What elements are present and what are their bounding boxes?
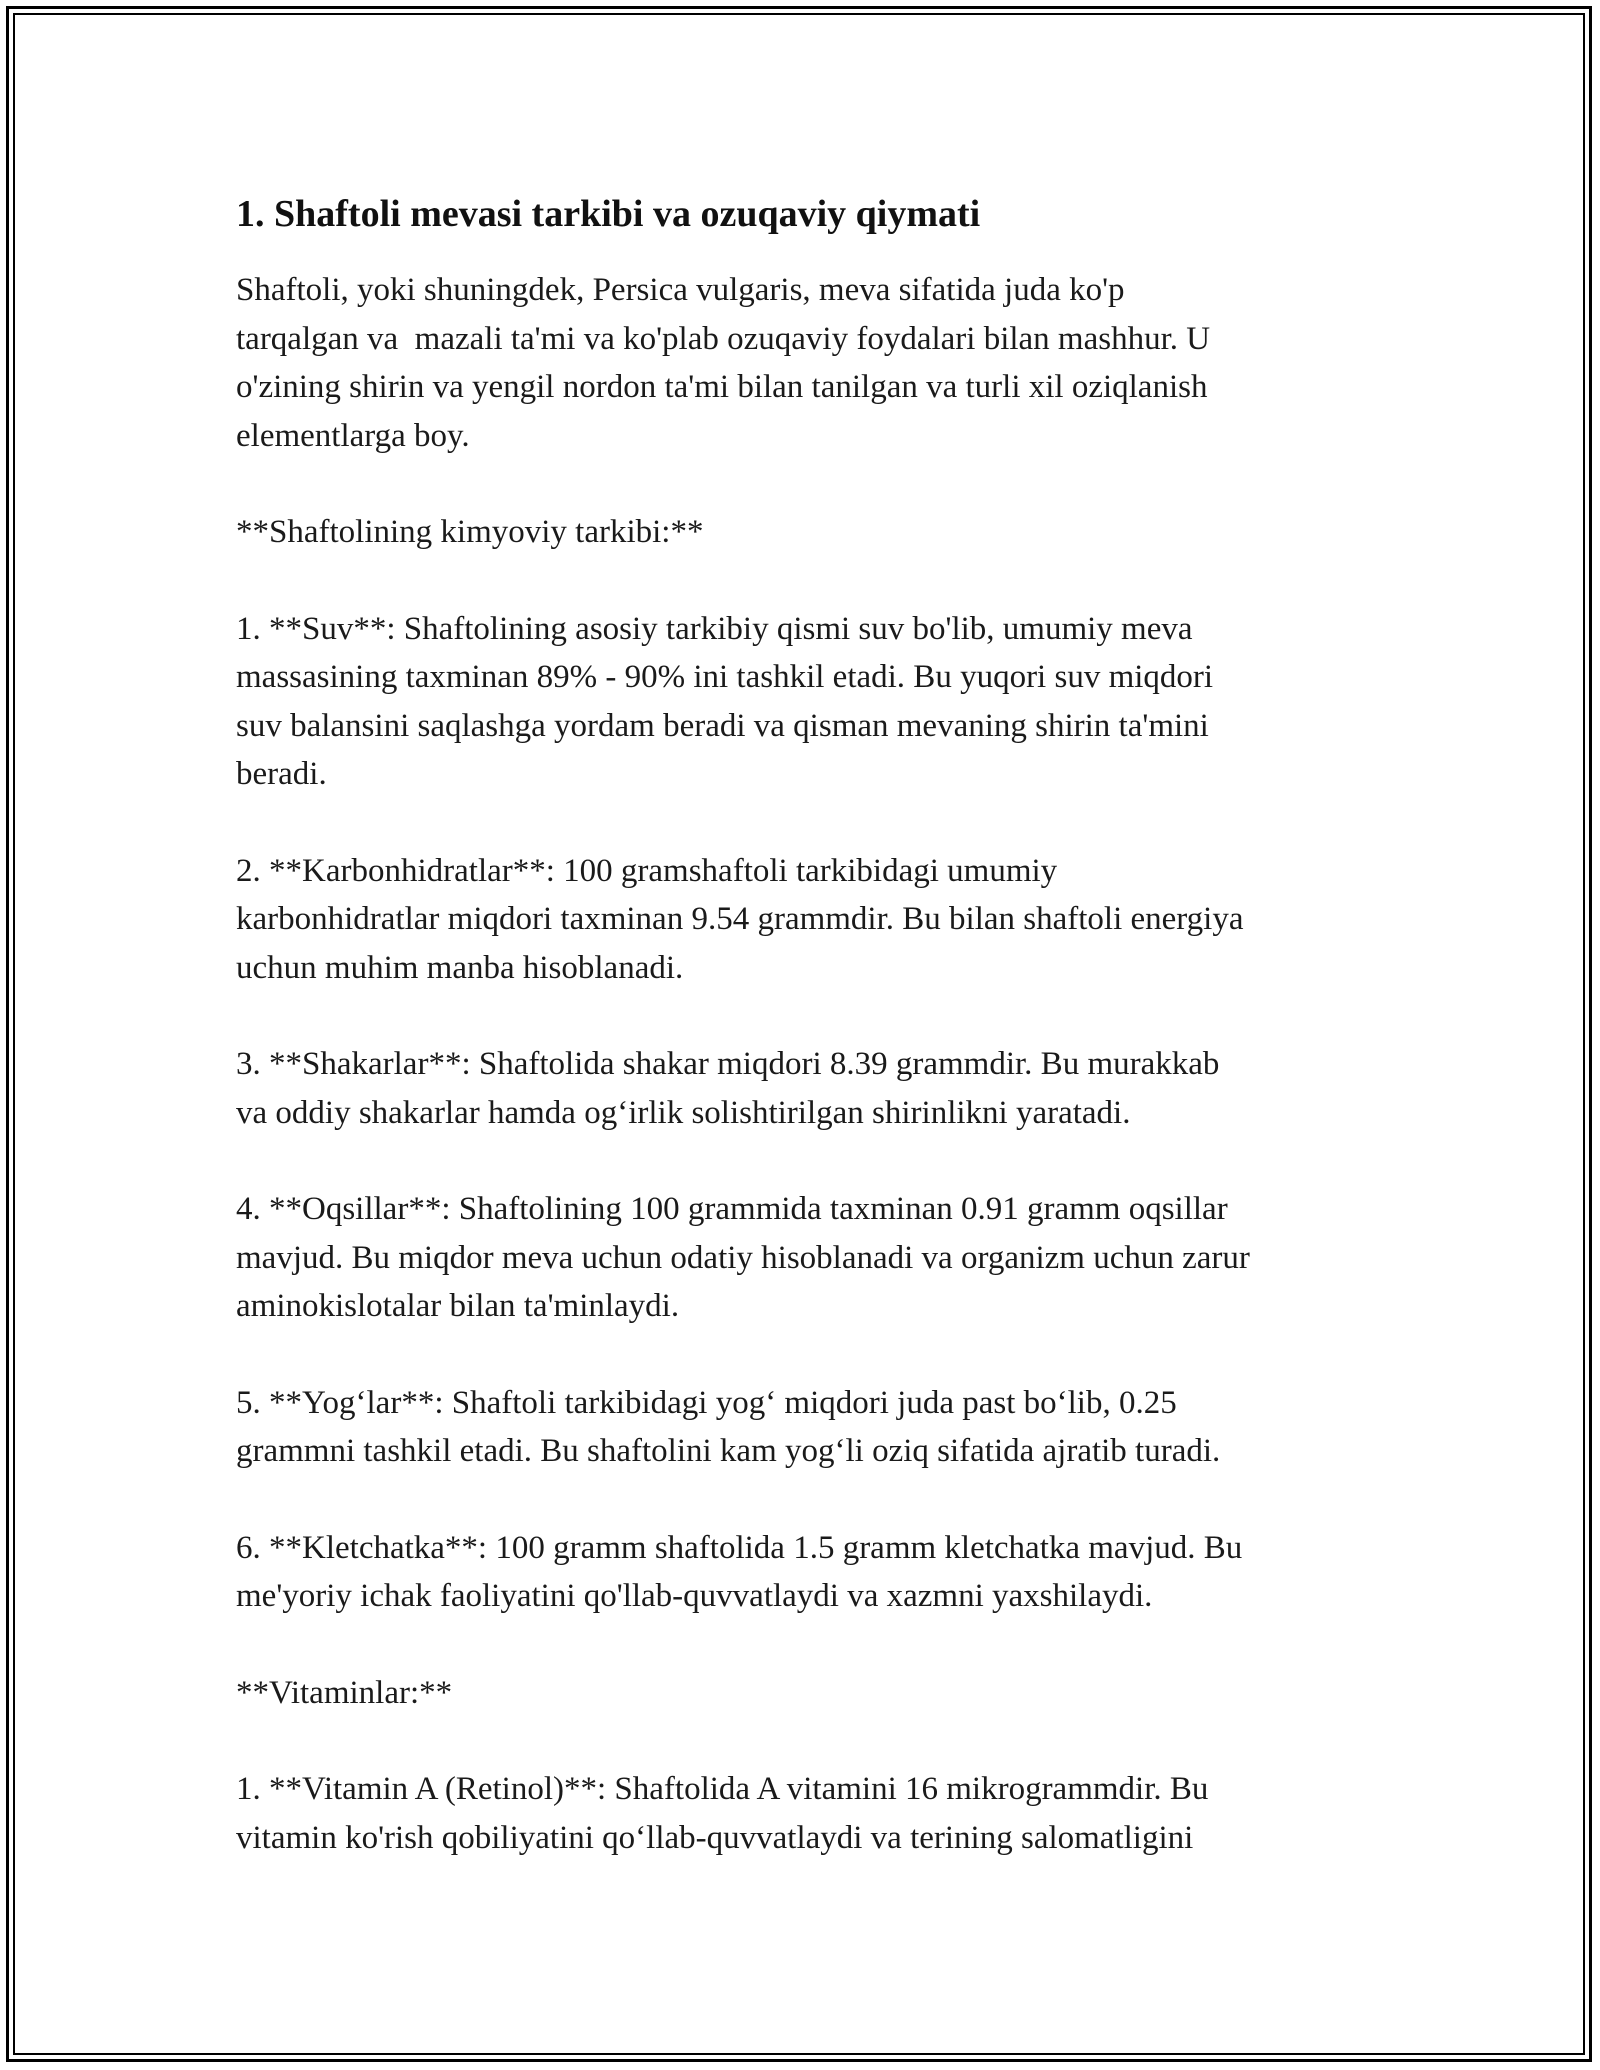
text-line: beradi. bbox=[236, 756, 327, 792]
paragraph bbox=[236, 1379, 1386, 1476]
text-line: 2. **Karbonhidratlar**: 100 gramshaftoli tarkibidagi umumiy bbox=[236, 852, 1058, 889]
paragraph bbox=[236, 847, 1386, 993]
text-line: **Vitaminlar:** bbox=[236, 1674, 453, 1711]
paragraph bbox=[236, 1524, 1386, 1621]
paragraph bbox=[236, 508, 1386, 557]
text-line: karbonhidratlar miqdori taxminan 9.54 grammdir. Bu bilan shaftoli energiya bbox=[236, 901, 1244, 937]
text-line: massasining taxminan 89% - 90% ini tashkil etadi. Bu yuqori suv miqdori bbox=[236, 659, 1214, 695]
paragraph bbox=[236, 1669, 1386, 1718]
text-line: 5. **Yog‘lar**: Shaftoli tarkibidagi yog‘ miqdori juda past bo‘lib, 0.25 bbox=[236, 1384, 1177, 1421]
text-line: tarqalgan va mazali ta'mi va ko'plab ozuqaviy foydalari bilan mashhur. U bbox=[236, 320, 1211, 357]
text-line: 4. **Oqsillar**: Shaftolining 100 grammida taxminan 0.91 gramm oqsillar bbox=[236, 1191, 1228, 1227]
text-line: grammni tashkil etadi. Bu shaftolini kam yog‘li oziq sifatida ajratib turadi. bbox=[236, 1433, 1221, 1469]
text-line: mavjud. Bu miqdor meva uchun odatiy hisoblanadi va organizm uchun zarur bbox=[236, 1239, 1250, 1276]
text-line: Shaftoli, yoki shuningdek, Persica vulgaris, meva sifatida juda ko'p bbox=[236, 272, 1125, 308]
text-line: aminokislotalar bilan ta'minlaydi. bbox=[236, 1288, 680, 1324]
text-line: **Shaftolining kimyoviy tarkibi:** bbox=[236, 514, 704, 550]
paragraph bbox=[236, 1185, 1386, 1331]
paragraph bbox=[236, 605, 1386, 799]
paragraph-list bbox=[236, 266, 1386, 1862]
text-line: me'yoriy ichak faoliyatini qo'llab-quvvatlaydi va xazmni yaxshilaydi. bbox=[236, 1578, 1153, 1614]
text-line: elementlarga boy. bbox=[236, 417, 470, 454]
text-line: 1. **Vitamin A (Retinol)**: Shaftolida A vitamini 16 mikrogrammdir. Bu bbox=[236, 1771, 1209, 1807]
text-line: 1. **Suv**: Shaftolining asosiy tarkibiy qismi suv bo'lib, umumiy meva bbox=[236, 610, 1193, 647]
text-line: 3. **Shakarlar**: Shaftolida shakar miqdori 8.39 grammdir. Bu murakkab bbox=[236, 1046, 1220, 1082]
text-line: va oddiy shakarlar hamda og‘irlik solishtirilgan shirinlikni yaratadi. bbox=[236, 1094, 1131, 1131]
text-line: suv balansini saqlashga yordam beradi va qisman mevaning shirin ta'mini bbox=[236, 707, 1209, 744]
paragraph bbox=[236, 1040, 1386, 1137]
text-line: vitamin ko'rish qobiliyatini qo‘llab-quvvatlaydi va terining salomatligini bbox=[236, 1819, 1194, 1856]
text-line: o'zining shirin va yengil nordon ta'mi bilan tanilgan va turli xil oziqlanish bbox=[236, 369, 1208, 405]
document-title: 1. Shaftoli mevasi tarkibi va ozuqaviy qiymati bbox=[236, 193, 981, 235]
text-line: 6. **Kletchatka**: 100 gramm shaftolida 1.5 gramm kletchatka mavjud. Bu bbox=[236, 1529, 1243, 1566]
paragraph bbox=[236, 1765, 1386, 1862]
document-body bbox=[236, 188, 1386, 1910]
text-line: uchun muhim manba hisoblanadi. bbox=[236, 949, 684, 986]
paragraph bbox=[236, 266, 1386, 460]
